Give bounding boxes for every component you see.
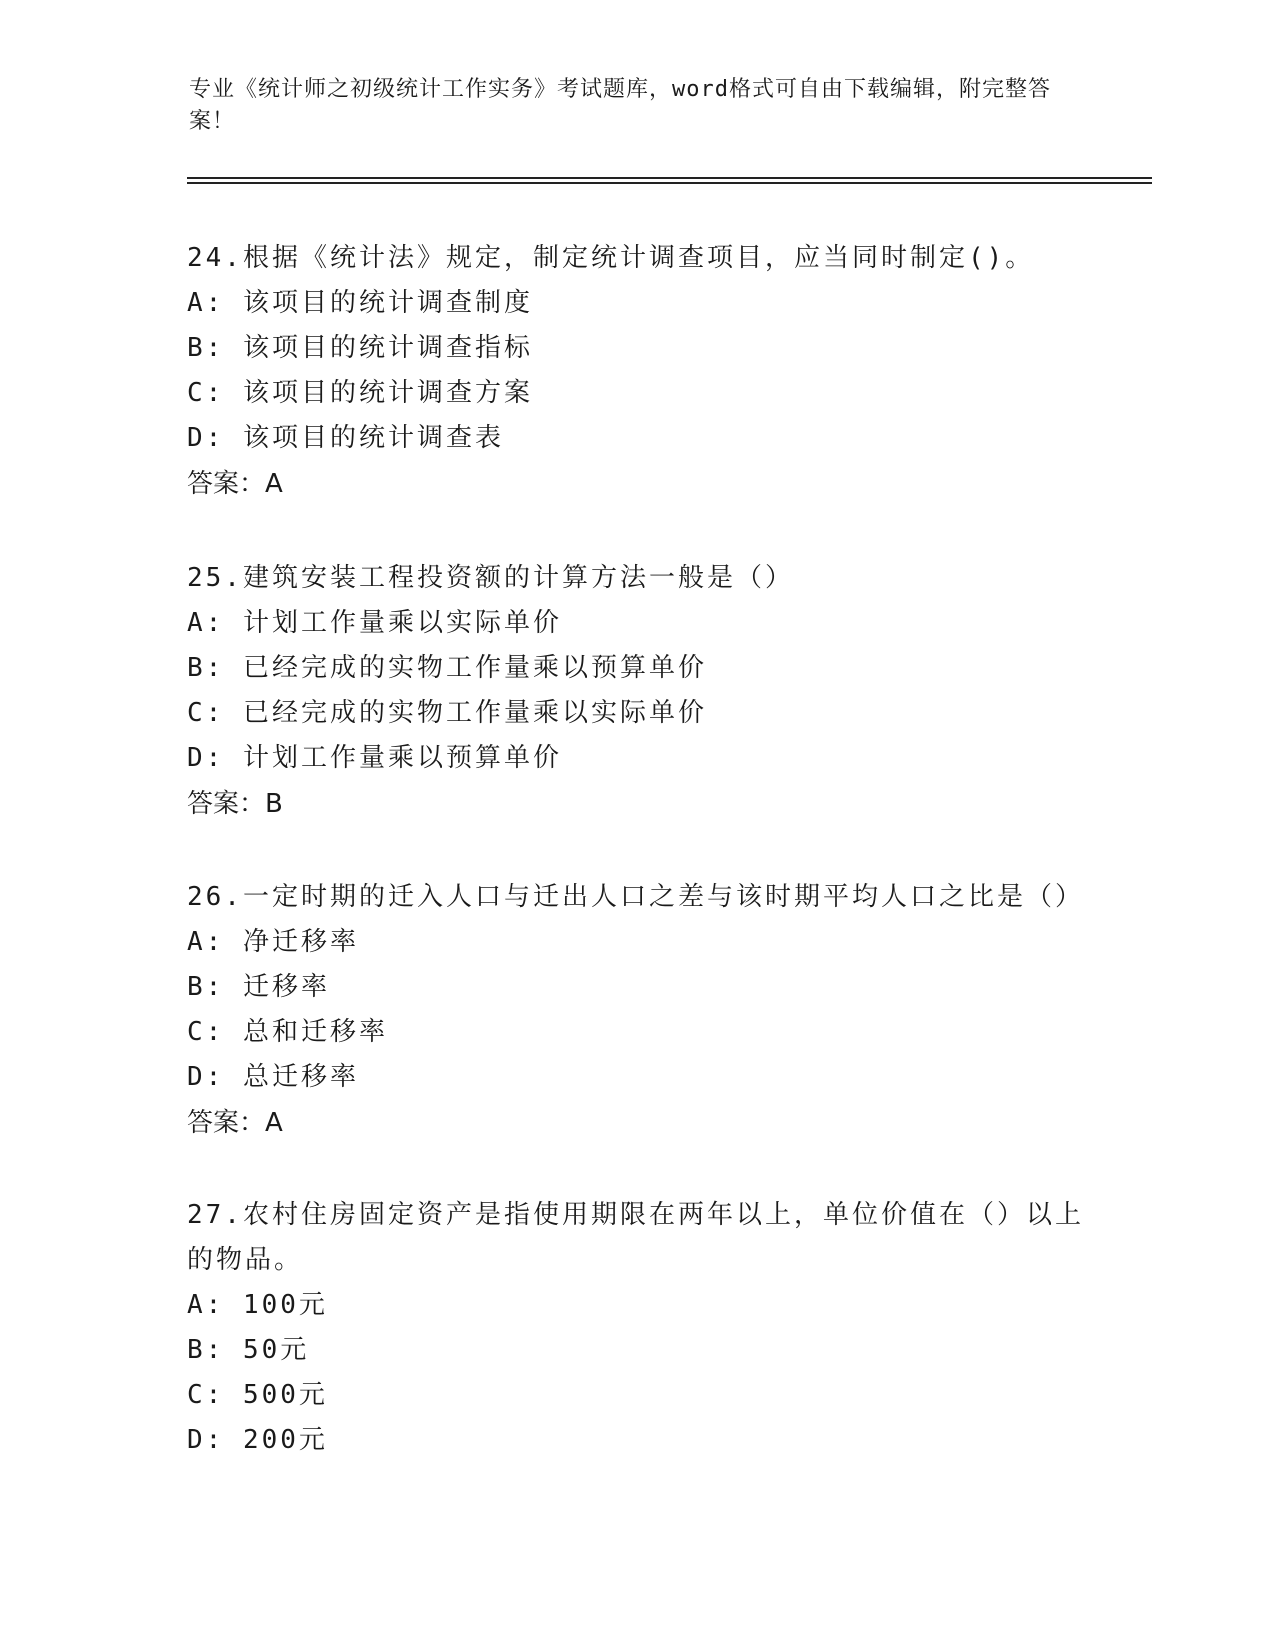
option-c: [187, 1373, 1087, 1418]
option-key: C:: [187, 1017, 225, 1047]
option-text: 该项目的统计调查表: [242, 423, 504, 453]
option-key: D:: [187, 1062, 225, 1092]
option-key: B:: [187, 1335, 225, 1365]
option-text: 已经完成的实物工作量乘以预算单价: [242, 653, 707, 683]
question-26: [187, 875, 1087, 1146]
option-a: [187, 601, 1087, 646]
option-text: 50元: [242, 1335, 310, 1365]
option-key: C:: [187, 378, 225, 408]
answer: 答案：A: [187, 1108, 283, 1138]
option-key: A:: [187, 288, 225, 318]
option-text: 计划工作量乘以预算单价: [242, 743, 562, 773]
header-divider-bottom: [187, 182, 1152, 184]
question-stem: 24.根据《统计法》规定，制定统计调查项目，应当同时制定()。: [187, 243, 1035, 273]
option-b: [187, 326, 1087, 371]
answer: 答案：B: [187, 789, 283, 819]
option-key: A:: [187, 608, 225, 638]
option-key: C:: [187, 698, 225, 728]
option-d: [187, 736, 1087, 781]
option-text: 该项目的统计调查方案: [242, 378, 533, 408]
question-stem: 26.一定时期的迁入人口与迁出人口之差与该时期平均人口之比是（）: [187, 882, 1084, 912]
option-a: [187, 281, 1087, 326]
option-a: [187, 920, 1087, 965]
option-text: 总和迁移率: [242, 1017, 388, 1047]
option-text: 500元: [242, 1380, 328, 1410]
option-b: [187, 646, 1087, 691]
option-c: [187, 691, 1087, 736]
option-key: D:: [187, 1425, 225, 1455]
document-intro: 专业《统计师之初级统计工作实务》考试题库，word格式可自由下载编辑，附完整答案！: [189, 77, 1051, 134]
option-key: B:: [187, 333, 225, 363]
option-key: D:: [187, 423, 225, 453]
question-stem: 25.建筑安装工程投资额的计算方法一般是（）: [187, 563, 794, 593]
option-text: 200元: [242, 1425, 328, 1455]
question-24: [187, 236, 1087, 507]
option-key: B:: [187, 653, 225, 683]
option-text: 计划工作量乘以实际单价: [242, 608, 562, 638]
option-c: [187, 1010, 1087, 1055]
option-d: [187, 416, 1087, 461]
option-text: 总迁移率: [242, 1062, 359, 1092]
header-divider-top: [187, 177, 1152, 179]
option-key: A:: [187, 1290, 225, 1320]
option-text: 净迁移率: [242, 927, 359, 957]
option-key: D:: [187, 743, 225, 773]
option-c: [187, 371, 1087, 416]
option-key: B:: [187, 972, 225, 1002]
option-a: [187, 1283, 1087, 1328]
answer: 答案：A: [187, 469, 283, 499]
question-stem: 27.农村住房固定资产是指使用期限在两年以上，单位价值在（）以上的物品。: [187, 1200, 1084, 1275]
option-text: 该项目的统计调查指标: [242, 333, 533, 363]
option-d: [187, 1418, 1087, 1463]
option-text: 100元: [242, 1290, 328, 1320]
option-key: A:: [187, 927, 225, 957]
option-b: [187, 1328, 1087, 1373]
option-key: C:: [187, 1380, 225, 1410]
option-text: 该项目的统计调查制度: [242, 288, 533, 318]
option-text: 迁移率: [242, 972, 330, 1002]
question-27: [187, 1193, 1087, 1463]
question-25: [187, 556, 1087, 827]
option-text: 已经完成的实物工作量乘以实际单价: [242, 698, 707, 728]
option-b: [187, 965, 1087, 1010]
option-d: [187, 1055, 1087, 1100]
